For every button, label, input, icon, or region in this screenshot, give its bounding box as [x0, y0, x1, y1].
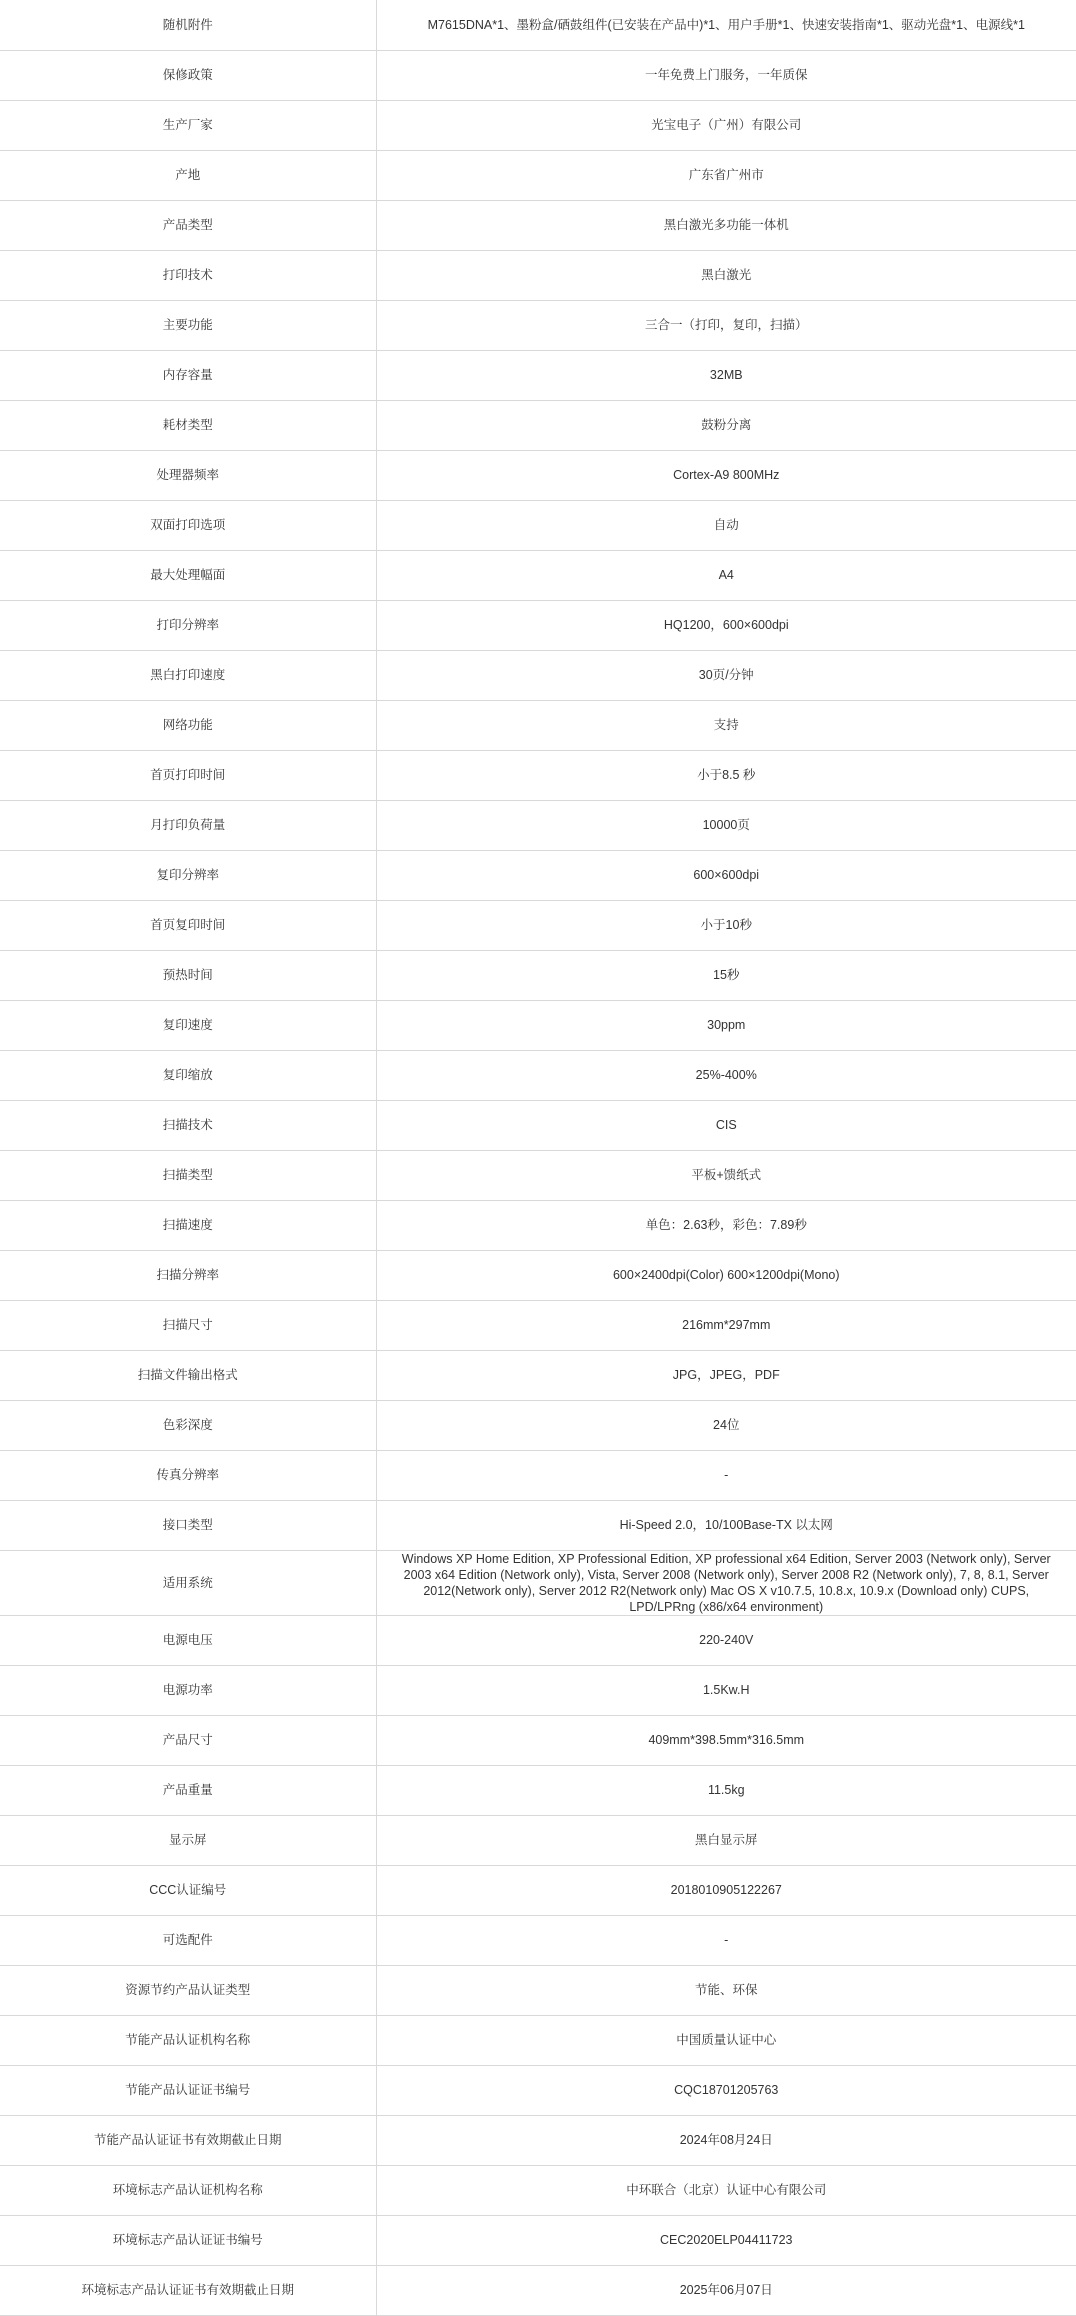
- spec-value: 平板+馈纸式: [376, 1150, 1076, 1200]
- spec-row: [0, 950, 1076, 1000]
- spec-value: 30页/分钟: [376, 650, 1076, 700]
- spec-label: 产品尺寸: [0, 1715, 376, 1765]
- spec-label: 产品重量: [0, 1765, 376, 1815]
- spec-value: 600×600dpi: [376, 850, 1076, 900]
- spec-row: [0, 50, 1076, 100]
- spec-label: 可选配件: [0, 1915, 376, 1965]
- spec-label: 最大处理幅面: [0, 550, 376, 600]
- spec-row: [0, 2065, 1076, 2115]
- spec-row: [0, 1815, 1076, 1865]
- spec-label: 色彩深度: [0, 1400, 376, 1450]
- spec-row: [0, 250, 1076, 300]
- spec-row: [0, 1615, 1076, 1665]
- spec-value: 600×2400dpi(Color) 600×1200dpi(Mono): [376, 1250, 1076, 1300]
- spec-value: 220-240V: [376, 1615, 1076, 1665]
- spec-row: [0, 200, 1076, 250]
- spec-label: 电源功率: [0, 1665, 376, 1715]
- spec-value: HQ1200，600×600dpi: [376, 600, 1076, 650]
- spec-label: 扫描类型: [0, 1150, 376, 1200]
- spec-value: 黑白显示屏: [376, 1815, 1076, 1865]
- spec-value: 三合一（打印，复印，扫描）: [376, 300, 1076, 350]
- spec-row: [0, 2115, 1076, 2165]
- spec-value: 一年免费上门服务，一年质保: [376, 50, 1076, 100]
- spec-value: 2025年06月07日: [376, 2265, 1076, 2315]
- spec-value: CIS: [376, 1100, 1076, 1150]
- spec-value: 11.5kg: [376, 1765, 1076, 1815]
- spec-value: CEC2020ELP04411723: [376, 2215, 1076, 2265]
- spec-row: [0, 1250, 1076, 1300]
- spec-row: [0, 700, 1076, 750]
- spec-row: [0, 1550, 1076, 1615]
- spec-row: [0, 1100, 1076, 1150]
- spec-value: JPG，JPEG，PDF: [376, 1350, 1076, 1400]
- spec-row: [0, 1665, 1076, 1715]
- spec-label: 预热时间: [0, 950, 376, 1000]
- spec-row: [0, 2165, 1076, 2215]
- spec-value: 24位: [376, 1400, 1076, 1450]
- spec-label: 扫描分辨率: [0, 1250, 376, 1300]
- spec-value: 1.5Kw.H: [376, 1665, 1076, 1715]
- spec-row: [0, 1965, 1076, 2015]
- spec-row: [0, 350, 1076, 400]
- spec-label: 扫描文件输出格式: [0, 1350, 376, 1400]
- spec-row: [0, 150, 1076, 200]
- spec-value: A4: [376, 550, 1076, 600]
- spec-row: [0, 1500, 1076, 1550]
- spec-value: 中环联合（北京）认证中心有限公司: [376, 2165, 1076, 2215]
- spec-value: CQC18701205763: [376, 2065, 1076, 2115]
- spec-value: 鼓粉分离: [376, 400, 1076, 450]
- spec-row: [0, 650, 1076, 700]
- spec-value: 216mm*297mm: [376, 1300, 1076, 1350]
- spec-row: [0, 450, 1076, 500]
- spec-value: -: [376, 1915, 1076, 1965]
- spec-value: Cortex-A9 800MHz: [376, 450, 1076, 500]
- spec-row: [0, 1715, 1076, 1765]
- spec-value: Windows XP Home Edition, XP Professional Edition, XP professional x64 Edition, Server 2003 (Network only), Server 2003 x64 Edition (Network only), Vista, Server 2008 (Network only), Server 2008 R2 (Network only), 7, 8, 8.1, Server 2012(Network only), Server 2012 R2(Network only) Mac OS X v10.7.5, 10.8.x, 10.9.x (Download only) CUPS, LPD/LPRng (x86/x64 environment): [376, 1550, 1076, 1615]
- spec-label: 网络功能: [0, 700, 376, 750]
- spec-row: [0, 300, 1076, 350]
- spec-value: 单色：2.63秒，彩色：7.89秒: [376, 1200, 1076, 1250]
- spec-row: [0, 100, 1076, 150]
- spec-row: [0, 1200, 1076, 1250]
- spec-row: [0, 1150, 1076, 1200]
- spec-value: M7615DNA*1、墨粉盒/硒鼓组件(已安装在产品中)*1、用户手册*1、快速安装指南*1、驱动光盘*1、电源线*1: [376, 0, 1076, 50]
- spec-value: 支持: [376, 700, 1076, 750]
- spec-label: 环境标志产品认证证书有效期截止日期: [0, 2265, 376, 2315]
- spec-label: 耗材类型: [0, 400, 376, 450]
- spec-value: 黑白激光多功能一体机: [376, 200, 1076, 250]
- spec-label: 节能产品认证证书有效期截止日期: [0, 2115, 376, 2165]
- spec-value: 10000页: [376, 800, 1076, 850]
- spec-row: [0, 800, 1076, 850]
- spec-row: [0, 900, 1076, 950]
- spec-value: 自动: [376, 500, 1076, 550]
- spec-label: 环境标志产品认证机构名称: [0, 2165, 376, 2215]
- spec-label: 保修政策: [0, 50, 376, 100]
- spec-value: 25%-400%: [376, 1050, 1076, 1100]
- spec-label: 环境标志产品认证证书编号: [0, 2215, 376, 2265]
- spec-label: 节能产品认证证书编号: [0, 2065, 376, 2115]
- spec-label: 显示屏: [0, 1815, 376, 1865]
- spec-row: [0, 1915, 1076, 1965]
- spec-row: [0, 1300, 1076, 1350]
- spec-value: 2024年08月24日: [376, 2115, 1076, 2165]
- spec-label: 资源节约产品认证类型: [0, 1965, 376, 2015]
- spec-label: 产品类型: [0, 200, 376, 250]
- spec-value: 409mm*398.5mm*316.5mm: [376, 1715, 1076, 1765]
- spec-row: [0, 500, 1076, 550]
- spec-label: 传真分辨率: [0, 1450, 376, 1500]
- spec-label: 复印速度: [0, 1000, 376, 1050]
- spec-row: [0, 1765, 1076, 1815]
- spec-value: 32MB: [376, 350, 1076, 400]
- spec-label: 生产厂家: [0, 100, 376, 150]
- spec-label: 适用系统: [0, 1550, 376, 1615]
- spec-value: 节能、环保: [376, 1965, 1076, 2015]
- spec-label: CCC认证编号: [0, 1865, 376, 1915]
- spec-row: [0, 1865, 1076, 1915]
- spec-label: 复印缩放: [0, 1050, 376, 1100]
- spec-row: [0, 0, 1076, 50]
- spec-value: 小于8.5 秒: [376, 750, 1076, 800]
- spec-value: 30ppm: [376, 1000, 1076, 1050]
- spec-label: 复印分辨率: [0, 850, 376, 900]
- spec-row: [0, 1050, 1076, 1100]
- spec-value: Hi-Speed 2.0，10/100Base-TX 以太网: [376, 1500, 1076, 1550]
- spec-label: 产地: [0, 150, 376, 200]
- spec-value: 光宝电子（广州）有限公司: [376, 100, 1076, 150]
- spec-label: 首页打印时间: [0, 750, 376, 800]
- spec-label: 扫描尺寸: [0, 1300, 376, 1350]
- spec-label: 节能产品认证机构名称: [0, 2015, 376, 2065]
- spec-value: 小于10秒: [376, 900, 1076, 950]
- spec-label: 双面打印选项: [0, 500, 376, 550]
- spec-row: [0, 2215, 1076, 2265]
- spec-row: [0, 400, 1076, 450]
- spec-label: 主要功能: [0, 300, 376, 350]
- spec-row: [0, 1350, 1076, 1400]
- spec-row: [0, 1450, 1076, 1500]
- spec-row: [0, 850, 1076, 900]
- spec-label: 接口类型: [0, 1500, 376, 1550]
- spec-label: 打印分辨率: [0, 600, 376, 650]
- spec-label: 首页复印时间: [0, 900, 376, 950]
- spec-row: [0, 600, 1076, 650]
- spec-row: [0, 750, 1076, 800]
- spec-value: 2018010905122267: [376, 1865, 1076, 1915]
- spec-label: 黑白打印速度: [0, 650, 376, 700]
- spec-label: 处理器频率: [0, 450, 376, 500]
- spec-row: [0, 2015, 1076, 2065]
- spec-row: [0, 2265, 1076, 2315]
- spec-label: 电源电压: [0, 1615, 376, 1665]
- spec-label: 月打印负荷量: [0, 800, 376, 850]
- spec-label: 随机附件: [0, 0, 376, 50]
- spec-label: 扫描速度: [0, 1200, 376, 1250]
- spec-value: 中国质量认证中心: [376, 2015, 1076, 2065]
- spec-row: [0, 1400, 1076, 1450]
- spec-value: 15秒: [376, 950, 1076, 1000]
- spec-value: 广东省广州市: [376, 150, 1076, 200]
- spec-label: 打印技术: [0, 250, 376, 300]
- spec-value: -: [376, 1450, 1076, 1500]
- spec-row: [0, 1000, 1076, 1050]
- spec-label: 扫描技术: [0, 1100, 376, 1150]
- spec-row: [0, 550, 1076, 600]
- spec-label: 内存容量: [0, 350, 376, 400]
- spec-value: 黑白激光: [376, 250, 1076, 300]
